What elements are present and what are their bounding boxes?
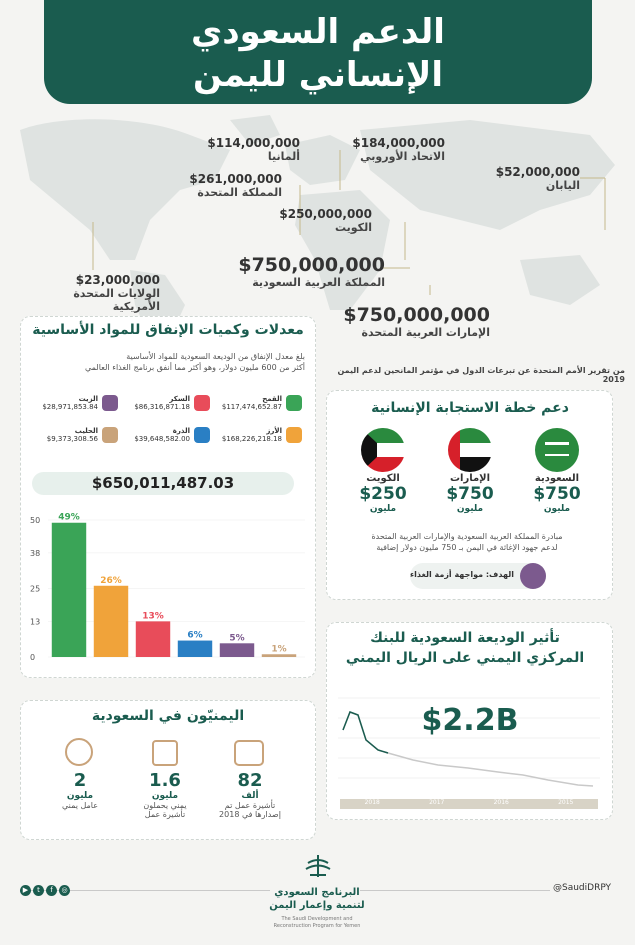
worker-icon xyxy=(65,738,93,766)
deposit-years-axis xyxy=(340,799,598,809)
donor-usa xyxy=(25,273,160,313)
spending-desc-2: أكثر من 600 مليون دولار، وهو أكثر مما أنفق برنامج الغذاء العالمي xyxy=(84,363,305,372)
item-value: $28,971,853.84 xyxy=(42,403,98,411)
donor-uk xyxy=(170,172,282,199)
pledge-unit: مليون xyxy=(543,504,571,514)
pledge-country: الكويت xyxy=(366,473,400,484)
donor-country: الولايات المتحدة الأمريكية xyxy=(73,287,160,313)
response-goal xyxy=(410,563,546,589)
pledge-value: $750 xyxy=(533,484,581,504)
stat-desc: عامل يمني xyxy=(61,801,99,810)
pledge-value: $250 xyxy=(359,484,407,504)
stat-desc: يمني يحملون xyxy=(143,801,187,810)
spending-item-oil xyxy=(30,395,118,417)
bar-value-label: 13% xyxy=(142,611,164,622)
donor-country: ألمانيا xyxy=(267,150,300,163)
twitter-handle[interactable]: @SaudiDRPY xyxy=(553,883,612,893)
uae-flag-icon xyxy=(448,428,492,472)
donor-uae xyxy=(340,304,490,339)
food-basket-icon xyxy=(520,563,546,589)
yemenis-stat-holders xyxy=(130,770,200,819)
donor-country: المملكة المتحدة xyxy=(197,186,282,199)
item-name: الزيت xyxy=(78,395,98,403)
org-name-ar-2: لتنمية وإعمار اليمن xyxy=(269,900,365,911)
stat-unit: مليون xyxy=(151,791,179,801)
y-tick-label: 38 xyxy=(30,548,41,558)
goal-text: الهدف: مواجهة أزمة الغذاء xyxy=(410,570,514,579)
bar-value-label: 1% xyxy=(271,644,287,655)
org-name-en-2: Reconstruction Program for Yemen xyxy=(273,923,361,929)
milk-icon xyxy=(102,427,118,443)
kuwait-flag-icon xyxy=(361,428,405,472)
bar-value-label: 26% xyxy=(100,575,122,586)
bar-value-label: 49% xyxy=(58,512,80,523)
bar xyxy=(262,654,296,657)
oil-icon xyxy=(102,395,118,411)
pledge-country: الإمارات xyxy=(449,473,491,484)
deposit-title-2: المركزي اليمني على الريال اليمني xyxy=(345,650,585,666)
donor-amount: $750,000,000 xyxy=(343,304,490,326)
visa-icon xyxy=(234,740,264,766)
donor-country: الإمارات العربية المتحدة xyxy=(361,326,490,339)
item-value: $86,316,871.18 xyxy=(134,403,190,411)
org-name-ar-1: البرنامج السعودي xyxy=(274,887,360,898)
donor-amount: $23,000,000 xyxy=(75,273,160,287)
item-value: $9,373,308.56 xyxy=(46,435,98,443)
donor-amount: $184,000,000 xyxy=(352,136,445,150)
wheat-icon xyxy=(286,395,302,411)
program-logo-icon xyxy=(298,853,338,885)
map-source-note: من تقرير الأمم المتحدة عن تبرعات الدول في مؤتمر المانحين لدعم اليمن 2019 xyxy=(337,366,625,384)
response-note-2: لدعم جهود الإغاثة في اليمن بـ 750 مليون دولار إضافية xyxy=(376,543,558,552)
stat-desc: إصدارها في 2018 xyxy=(219,810,281,819)
footer-divider-left xyxy=(20,890,270,891)
item-name: الحليب xyxy=(74,427,98,435)
page-header xyxy=(44,0,592,104)
yemenis-stat-workers xyxy=(45,770,115,810)
bar xyxy=(178,641,212,657)
stat-number: 82 xyxy=(237,770,263,791)
item-name: الذرة xyxy=(172,427,190,435)
spending-desc-1: بلغ معدل الإنفاق من الوديعة السعودية للمواد الأساسية xyxy=(126,352,305,361)
donor-country: الاتحاد الأوروبي xyxy=(360,150,445,163)
donor-country: اليابان xyxy=(545,179,580,192)
spending-bar-chart xyxy=(28,505,310,670)
response-note-1: مبادرة المملكة العربية السعودية والإمارات العربية المتحدة xyxy=(371,532,563,541)
spending-item-rice xyxy=(212,427,302,449)
donor-country: الكويت xyxy=(335,221,372,234)
year-label: 2015 xyxy=(558,799,574,806)
pledge-unit: مليون xyxy=(369,504,397,514)
spending-item-sugar xyxy=(120,395,210,417)
item-value: $168,226,218.18 xyxy=(221,435,282,443)
page-title-line1: الدعم السعودي xyxy=(191,12,445,52)
pledge-value: $750 xyxy=(446,484,494,504)
spending-item-wheat xyxy=(212,395,302,417)
facebook-icon[interactable]: f xyxy=(46,885,57,896)
pledge-country: السعودية xyxy=(534,473,580,484)
twitter-icon[interactable]: t xyxy=(33,885,44,896)
yemenis-stat-visas xyxy=(215,770,285,819)
pledge-kuwait xyxy=(346,473,420,514)
donor-country: المملكة العربية السعودية xyxy=(252,276,385,289)
stat-desc: تأشيرة عمل xyxy=(144,810,186,819)
bar-value-label: 5% xyxy=(229,633,245,644)
stat-number: 1.6 xyxy=(149,770,181,791)
deposit-title-1: تأثير الوديعة السعودية للبنك xyxy=(370,630,560,646)
bar xyxy=(220,643,254,657)
pledge-unit: مليون xyxy=(456,504,484,514)
donor-amount: $750,000,000 xyxy=(238,254,385,276)
rice-icon xyxy=(286,427,302,443)
year-label: 2017 xyxy=(429,799,445,806)
spending-title: معدلات وكميات الإنفاق للمواد الأساسية xyxy=(32,322,304,338)
saudi-flag-icon xyxy=(535,428,579,472)
sugar-icon xyxy=(194,395,210,411)
stat-unit: مليون xyxy=(66,791,94,801)
donor-eu xyxy=(330,136,445,163)
response-plan-title: دعم خطة الاستجابة الإنسانية xyxy=(371,400,569,416)
org-name-en-1: The Saudi Development and xyxy=(281,916,353,922)
donor-kuwait xyxy=(260,207,372,234)
yemenis-title: اليمنيّون في السعودية xyxy=(91,708,245,724)
stat-desc: تأشيرة عمل تم xyxy=(224,801,276,810)
y-tick-label: 13 xyxy=(30,617,41,627)
year-label: 2018 xyxy=(364,799,380,806)
pledge-saudi xyxy=(520,473,594,514)
donor-germany xyxy=(190,136,300,163)
youtube-icon[interactable]: ▶ xyxy=(20,885,31,896)
donor-amount: $52,000,000 xyxy=(495,165,580,179)
instagram-icon[interactable]: ◎ xyxy=(59,885,70,896)
donor-amount: $114,000,000 xyxy=(207,136,300,150)
item-value: $117,474,652.87 xyxy=(221,403,282,411)
bar-value-label: 6% xyxy=(187,630,203,641)
deposit-amount: $2.2B xyxy=(421,703,519,738)
item-name: الأرز xyxy=(266,427,282,435)
bar xyxy=(94,586,128,657)
y-tick-label: 25 xyxy=(30,584,41,594)
donor-amount: $250,000,000 xyxy=(279,207,372,221)
pledge-uae xyxy=(433,473,507,514)
bar xyxy=(136,621,170,657)
item-value: $39,648,582.00 xyxy=(134,435,190,443)
year-label: 2016 xyxy=(493,799,509,806)
stat-unit: ألف xyxy=(241,791,259,801)
item-name: القمح xyxy=(262,395,282,403)
donor-japan xyxy=(480,165,580,192)
y-tick-label: 0 xyxy=(30,653,36,662)
page-title-line2: الإنساني لليمن xyxy=(192,55,444,95)
passport-icon xyxy=(152,740,178,766)
stat-number: 2 xyxy=(73,770,87,791)
bar xyxy=(52,523,86,657)
spending-item-corn xyxy=(120,427,210,449)
spending-total: $650,011,487.03 xyxy=(32,472,294,495)
corn-icon xyxy=(194,427,210,443)
y-tick-label: 50 xyxy=(30,516,41,525)
item-name: السكر xyxy=(169,395,190,403)
donor-saudi xyxy=(215,254,385,289)
footer-divider-right xyxy=(360,890,550,891)
donor-amount: $261,000,000 xyxy=(189,172,282,186)
spending-item-milk xyxy=(30,427,118,449)
